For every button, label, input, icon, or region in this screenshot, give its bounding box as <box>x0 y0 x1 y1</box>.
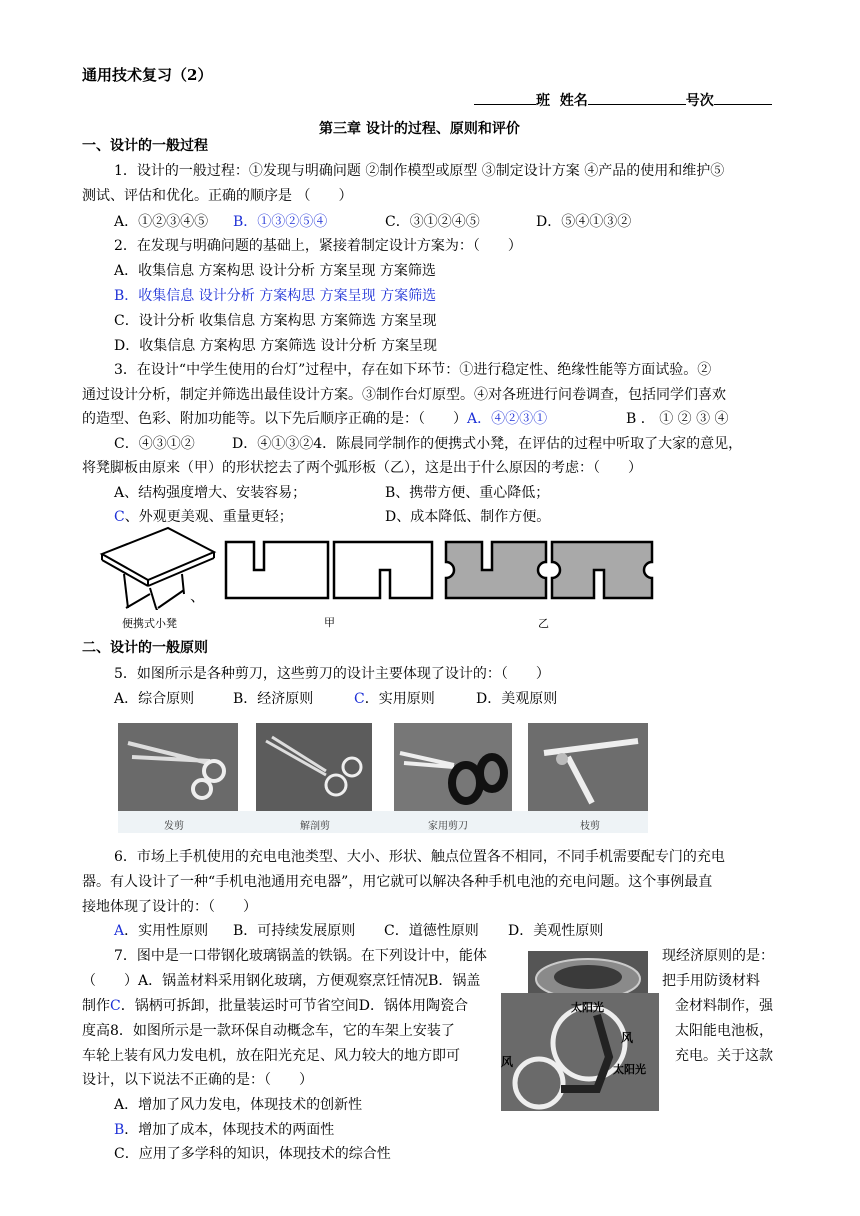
q6-option-c: C．道德性原则 <box>384 923 479 939</box>
q4-option-d: D、成本降低、制作方便。 <box>385 509 551 525</box>
scissors-icon <box>394 723 512 811</box>
img-label-sunlight-2: 太阳光 <box>613 1063 646 1076</box>
q4-stem-line2: 将凳脚板由原来（甲）的形状挖去了两个弧形板（乙），这是出于什么原因的考虑：（ ） <box>82 460 642 476</box>
q7-line2-right: 把手用防烫材料 <box>662 973 760 989</box>
q3-option-b: B ． ① ② ③ ④ <box>626 411 729 427</box>
yi-board-2 <box>552 542 652 598</box>
q6-line1: 6．市场上手机使用的充电电池类型、大小、形状、触点位置各不相同，不同手机需要配专门的充电 <box>114 849 725 865</box>
concept-car-photo <box>501 993 659 1111</box>
q5-option-b: B．经济原则 <box>233 691 314 707</box>
q1-option-a: A．①②③④⑤ <box>114 214 209 230</box>
captions-strip <box>118 811 648 833</box>
q5-option-d: D．美观原则 <box>476 691 558 707</box>
name-label: 姓名 <box>559 93 588 109</box>
class-label: 班 <box>536 93 550 109</box>
stool-figure <box>96 524 662 610</box>
q3-option-a: A．④②③① <box>467 411 548 427</box>
q2-stem: 2．在发现与明确问题的基础上，紧接着制定设计方案为：（ ） <box>114 238 522 254</box>
jia-board-1 <box>226 542 328 598</box>
yi-caption: 乙 <box>538 617 549 630</box>
yi-board-1 <box>446 542 546 598</box>
q8-line3: 设计，以下说法不正确的是：（ ） <box>82 1072 313 1088</box>
scissors-icon <box>118 723 238 811</box>
stool-caption: 便携式小凳 <box>122 617 177 630</box>
scissors-icon <box>528 723 648 811</box>
q3-line2: 通过设计分析，制定并筛选出最佳设计方案。③制作台灯原型。④对各班进行问卷调查，包括同学们喜欢 <box>82 387 726 403</box>
hair-scissors-photo <box>118 723 238 811</box>
q6-option-d: D．美观性原则 <box>508 923 604 939</box>
q7-line3-right: 金材料制作，强 <box>675 998 773 1014</box>
q7-line2-left: （ ）A．锅盖材料采用钢化玻璃，方便观察烹饪情况B．锅盖 <box>82 973 481 989</box>
q1-stem-line2: 测试、评估和优化。正确的顺序是 （ ） <box>82 188 353 204</box>
q4-option-a: A、结构强度增大、安装容易； <box>114 485 307 501</box>
jia-board-2 <box>334 542 432 598</box>
q1-option-c: C．③①②④⑤ <box>385 214 480 230</box>
q2-option-a: A．收集信息 方案构思 设计分析 方案呈现 方案筛选 <box>114 263 436 279</box>
q2-option-c: C．设计分析 收集信息 方案构思 方案筛选 方案呈现 <box>114 313 437 329</box>
q3-option-d-and-q4-stem: D．④①③②4．陈晨同学制作的便携式小凳，在评估的过程中听取了大家的意见， <box>232 436 743 452</box>
q2-option-b: B．收集信息 设计分析 方案构思 方案呈现 方案筛选 <box>114 288 437 304</box>
q8-line2-left: 车轮上装有风力发电机，放在阳光充足、风力较大的地方即可 <box>82 1048 460 1064</box>
q4-option-c: C、外观更美观、重量更轻； <box>114 509 293 525</box>
caption-hair-scissors: 发剪 <box>164 821 184 832</box>
student-info-line <box>474 90 772 110</box>
q1-option-b: B．①③②⑤④ <box>233 214 328 230</box>
section1-heading: 一、设计的一般过程 <box>82 138 208 154</box>
q5-option-a: A．综合原则 <box>114 691 195 707</box>
q6-option-b: B．可持续发展原则 <box>233 923 356 939</box>
q8-line2-right: 充电。关于这款 <box>675 1048 773 1064</box>
name-blank[interactable] <box>588 90 686 105</box>
img-label-wind-1: 风 <box>621 1031 634 1045</box>
household-scissors-photo <box>394 723 512 811</box>
chapter-title: 第三章 设计的过程、原则和评价 <box>319 121 520 137</box>
pruning-shears-photo <box>528 723 648 811</box>
q8-line1-left: 度高8．如图所示是一款环保自动概念车，它的车架上安装了 <box>82 1023 455 1039</box>
img-label-sunlight-1: 太阳光 <box>571 1001 604 1014</box>
dissecting-scissors-photo <box>256 723 372 811</box>
q8-option-a: A．增加了风力发电，体现技术的创新性 <box>114 1097 363 1113</box>
q6-line3: 接地体现了设计的：（ ） <box>82 899 257 915</box>
caption-household-scissors: 家用剪刀 <box>428 821 468 832</box>
caption-dissecting-scissors: 解剖剪 <box>300 821 330 832</box>
scissors-icon <box>256 723 372 811</box>
class-blank[interactable] <box>474 90 536 105</box>
figure-comma: 、 <box>190 587 206 605</box>
q8-option-b: B．增加了成本，体现技术的两面性 <box>114 1122 335 1138</box>
page-title: 通用技术复习（2） <box>82 66 213 84</box>
jia-caption: 甲 <box>324 616 335 629</box>
q7-line3-left: 制作C．锅柄可拆卸，批量装运时可节省空间D．锅体用陶瓷合 <box>82 998 468 1014</box>
number-blank[interactable] <box>714 90 772 105</box>
q2-option-d: D．收集信息 方案构思 方案筛选 设计分析 方案呈现 <box>114 338 438 354</box>
q8-option-c: C．应用了多学科的知识，体现技术的综合性 <box>114 1146 391 1162</box>
section2-heading: 二、设计的一般原则 <box>82 640 208 656</box>
q5-stem: 5．如图所示是各种剪刀，这些剪刀的设计主要体现了设计的：（ ） <box>114 666 550 682</box>
img-label-wind-2: 风 <box>501 1055 514 1069</box>
q3-line1: 3．在设计“中学生使用的台灯”过程中，存在如下环节：①进行稳定性、绝缘性能等方面试验。② <box>114 362 712 378</box>
q4-option-b: B、携带方便、重心降低； <box>385 485 550 501</box>
q3-option-c: C．④③①② <box>114 436 195 452</box>
q3-line3: 的造型、色彩、附加功能等。以下先后顺序正确的是：（ ）A．④②③① <box>82 411 548 427</box>
q7-line1-right: 现经济原则的是： <box>662 948 774 964</box>
q6-option-a: A．实用性原则 <box>114 923 209 939</box>
q1-stem-line1: 1．设计的一般过程：①发现与明确问题 ②制作模型或原型 ③制定设计方案 ④产品的使用和维护⑤ <box>114 163 725 179</box>
q6-line2: 器。有人设计了一种“手机电池通用充电器”，用它就可以解决各种手机电池的充电问题。这个事例最直 <box>82 874 713 890</box>
caption-pruning-shears: 枝剪 <box>580 821 600 832</box>
q7-line1-left: 7．图中是一口带钢化玻璃锅盖的铁锅。在下列设计中，能体 <box>114 948 487 964</box>
number-label: 号次 <box>685 93 714 109</box>
wok-icon <box>528 951 648 993</box>
q8-line1-right: 太阳能电池板， <box>675 1023 773 1039</box>
q1-option-d: D．⑤④①③② <box>536 214 632 230</box>
q5-option-c: C．实用原则 <box>354 691 435 707</box>
wok-photo <box>528 951 648 993</box>
